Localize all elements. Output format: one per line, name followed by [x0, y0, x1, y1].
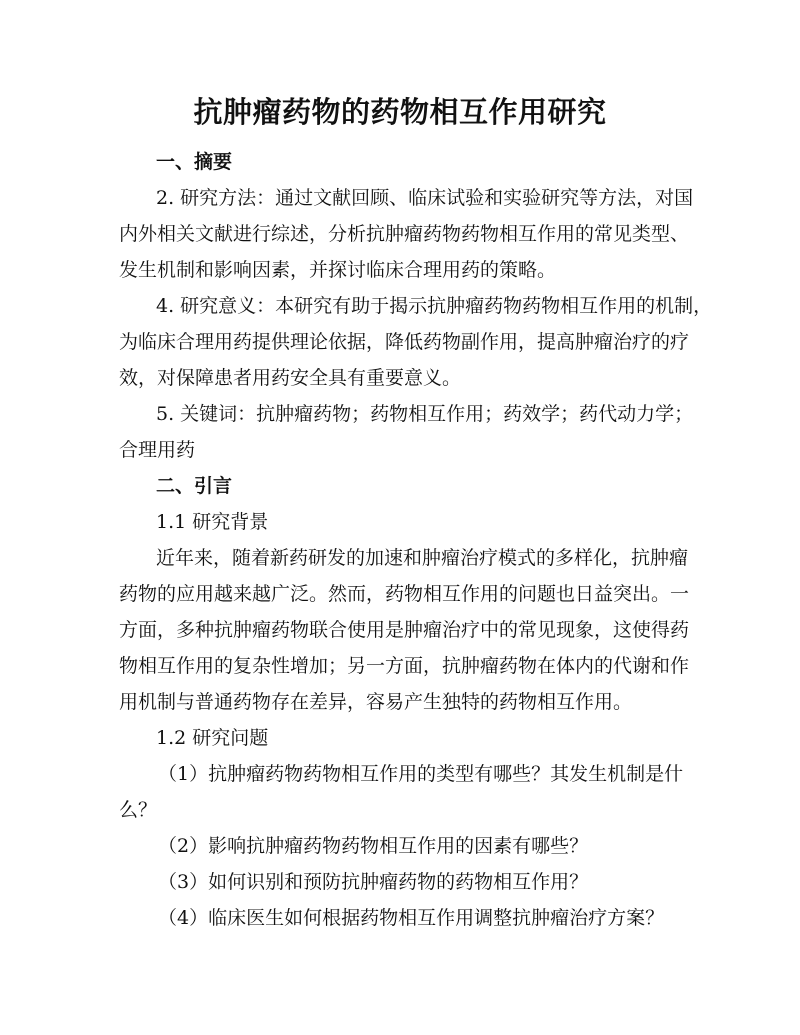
abstract-heading: 一、摘要	[156, 151, 233, 173]
abstract-method-line-2: 内外相关文献进行综述，分析抗肿瘤药物药物相互作用的常见类型、	[119, 223, 690, 245]
abstract-method-line-1: 2. 研究方法：通过文献回顾、临床试验和实验研究等方法，对国	[156, 187, 694, 209]
question-1-line-1: （1）抗肿瘤药物药物相互作用的类型有哪些？其发生机制是什	[158, 763, 684, 785]
abstract-keywords-line-2: 合理用药	[119, 439, 196, 461]
question-1-line-2: 么？	[119, 799, 158, 821]
question-4: （4）临床医生如何根据药物相互作用调整抗肿瘤治疗方案？	[158, 907, 665, 929]
question-3: （3）如何识别和预防抗肿瘤药物的药物相互作用？	[158, 871, 589, 893]
introduction-heading: 二、引言	[156, 475, 233, 497]
abstract-significance-line-1: 4. 研究意义：本研究有助于揭示抗肿瘤药物药物相互作用的机制，	[156, 295, 713, 317]
abstract-keywords-line-1: 5. 关键词：抗肿瘤药物；药物相互作用；药效学；药代动力学；	[156, 403, 694, 425]
background-line-3: 方面，多种抗肿瘤药物联合使用是肿瘤治疗中的常见现象，这使得药	[119, 619, 690, 641]
questions-heading: 1.2 研究问题	[156, 727, 269, 749]
abstract-significance-line-2: 为临床合理用药提供理论依据，降低药物副作用，提高肿瘤治疗的疗	[119, 331, 690, 353]
abstract-method-line-3: 发生机制和影响因素，并探讨临床合理用药的策略。	[119, 259, 557, 281]
document-title: 抗肿瘤药物的药物相互作用研究	[193, 95, 607, 129]
background-line-5: 用机制与普通药物存在差异，容易产生独特的药物相互作用。	[119, 691, 633, 713]
question-2: （2）影响抗肿瘤药物药物相互作用的因素有哪些？	[158, 835, 589, 857]
background-line-4: 物相互作用的复杂性增加；另一方面，抗肿瘤药物在体内的代谢和作	[119, 655, 690, 677]
abstract-significance-line-3: 效，对保障患者用药安全具有重要意义。	[119, 367, 462, 389]
background-line-2: 药物的应用越来越广泛。然而，药物相互作用的问题也日益突出。一	[119, 583, 690, 605]
background-line-1: 近年来，随着新药研发的加速和肿瘤治疗模式的多样化，抗肿瘤	[156, 547, 689, 569]
background-heading: 1.1 研究背景	[156, 511, 269, 533]
